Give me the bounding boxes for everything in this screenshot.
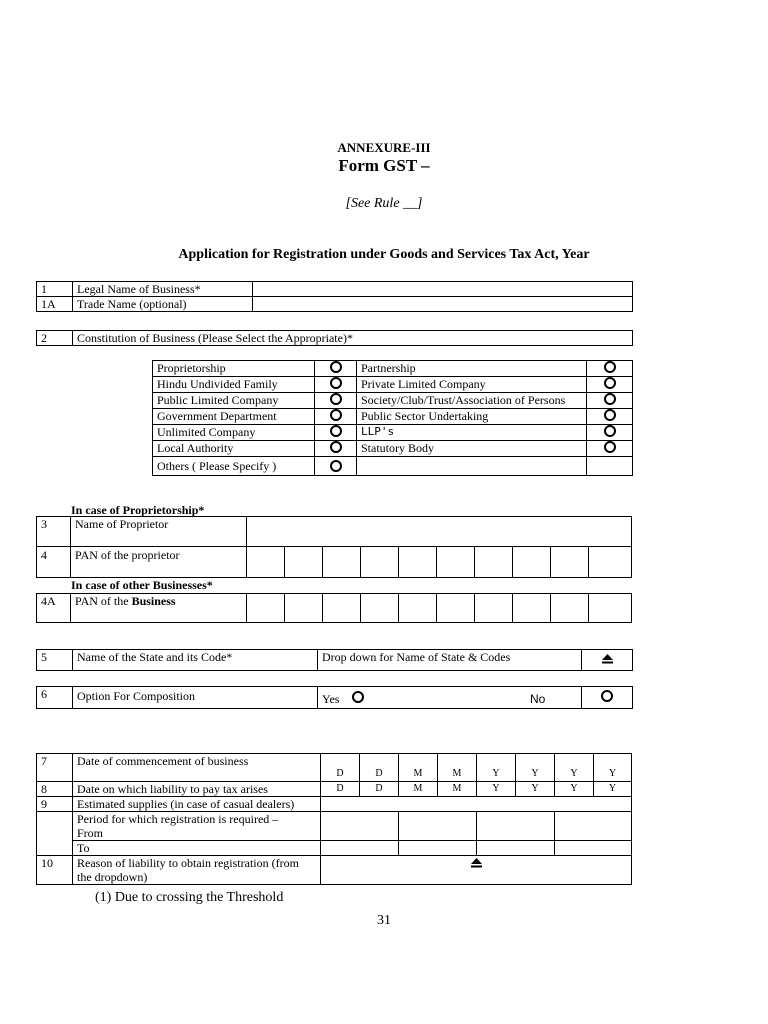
proprietor-name-field[interactable] xyxy=(247,517,632,547)
option-label: Statutory Body xyxy=(357,441,587,457)
row-number: 1A xyxy=(37,297,73,312)
option-label: Government Department xyxy=(153,409,315,425)
composition-options xyxy=(318,687,582,709)
date-format-y: Y xyxy=(608,768,617,779)
trade-name-label: Trade Name (optional) xyxy=(73,297,253,312)
pan-char-box[interactable] xyxy=(285,594,323,623)
from-date-field[interactable] xyxy=(321,812,399,841)
other-business-caption: In case of other Businesses* xyxy=(71,578,213,592)
reason-dropdown[interactable] xyxy=(321,856,632,885)
composition-yes-label: Yes xyxy=(322,692,340,706)
date-format-d: D xyxy=(336,768,344,779)
pan-char-box[interactable] xyxy=(437,547,475,578)
table-row xyxy=(153,361,633,377)
dropdown-eject-icon xyxy=(470,858,483,868)
period-label xyxy=(73,812,321,841)
row-number: 5 xyxy=(37,650,73,671)
option-label: Partnership xyxy=(357,361,587,377)
business-name-table xyxy=(36,281,633,312)
date-cell[interactable] xyxy=(360,754,399,782)
pan-char-box[interactable] xyxy=(589,594,632,623)
date-cell[interactable] xyxy=(555,782,594,797)
date-format-y: Y xyxy=(492,783,500,794)
constitution-label: Constitution of Business (Please Select the Appropriate)* xyxy=(73,331,633,346)
pan-char-box[interactable] xyxy=(589,547,632,578)
option-label: Society/Club/Trust/Association of Persons xyxy=(357,393,587,409)
date-format-y: Y xyxy=(570,783,578,794)
date-format-m: M xyxy=(452,783,462,794)
unlimited-radio[interactable] xyxy=(315,425,357,441)
date-format-y: Y xyxy=(531,768,539,779)
option-label: Hindu Undivided Family xyxy=(153,377,315,393)
table-row xyxy=(153,393,633,409)
date-cell[interactable] xyxy=(477,782,516,797)
others-specify-field[interactable] xyxy=(357,457,587,476)
table-row xyxy=(153,377,633,393)
date-cell[interactable] xyxy=(516,782,555,797)
threshold-footnote: (1) Due to crossing the Threshold xyxy=(95,890,284,905)
row-number: 8 xyxy=(37,782,73,797)
society-radio[interactable] xyxy=(587,393,633,409)
legal-name-field[interactable] xyxy=(253,282,633,297)
dropdown-eject-icon xyxy=(601,654,614,664)
to-date-field[interactable] xyxy=(399,841,477,856)
constitution-options-table xyxy=(152,360,633,476)
date-cell[interactable] xyxy=(438,754,477,782)
rule-reference: [See Rule __] xyxy=(345,196,423,211)
form-title: Form GST – xyxy=(338,156,430,175)
date-format-y: Y xyxy=(492,768,500,779)
table-row xyxy=(37,594,632,623)
business-pan-label xyxy=(71,594,247,623)
private-limited-radio[interactable] xyxy=(587,377,633,393)
radio-icon xyxy=(604,409,616,421)
from-date-field[interactable] xyxy=(555,812,632,841)
table-row xyxy=(153,409,633,425)
table-row xyxy=(37,797,632,812)
pan-char-box[interactable] xyxy=(399,594,437,623)
radio-icon xyxy=(604,361,616,373)
estimated-supplies-label: Estimated supplies (in case of casual dealers) xyxy=(73,797,321,812)
pan-char-box[interactable] xyxy=(247,547,285,578)
liability-date-label: Date on which liability to pay tax arises xyxy=(73,782,321,797)
row-number: 6 xyxy=(37,687,73,709)
empty-cell xyxy=(37,812,73,856)
date-cell[interactable] xyxy=(321,754,360,782)
to-date-field[interactable] xyxy=(555,841,632,856)
radio-icon xyxy=(604,393,616,405)
pan-char-box[interactable] xyxy=(323,594,361,623)
proprietorship-caption: In case of Proprietorship* xyxy=(71,503,205,517)
page-number: 31 xyxy=(377,913,391,928)
application-heading: Application for Registration under Goods and Services Tax Act, Year xyxy=(178,247,590,262)
state-table xyxy=(36,649,633,671)
row-number: 4 xyxy=(37,547,71,578)
statutory-body-radio[interactable] xyxy=(587,441,633,457)
period-label-text: Period for which registration is required – xyxy=(77,812,279,826)
date-format-m: M xyxy=(452,768,462,779)
date-format-y: Y xyxy=(531,783,539,794)
option-label: Proprietorship xyxy=(153,361,315,377)
annexure-title: ANNEXURE-III xyxy=(337,140,431,155)
table-row xyxy=(153,425,633,441)
option-label: Public Sector Undertaking xyxy=(357,409,587,425)
radio-icon xyxy=(604,377,616,389)
row-number: 7 xyxy=(37,754,73,782)
business-pan-table xyxy=(36,593,632,623)
reason-label-line1: Reason of liability to obtain registration (from xyxy=(77,856,299,870)
reason-label-line2: the dropdown) xyxy=(77,870,148,884)
government-radio[interactable] xyxy=(315,409,357,425)
from-label: From xyxy=(77,826,104,840)
radio-icon xyxy=(330,361,342,373)
reason-label xyxy=(73,856,321,885)
date-format-d: D xyxy=(336,783,344,794)
pan-char-box[interactable] xyxy=(551,547,589,578)
radio-icon xyxy=(330,409,342,421)
partnership-radio[interactable] xyxy=(587,361,633,377)
proprietor-name-label: Name of Proprietor xyxy=(71,517,247,547)
radio-icon xyxy=(604,441,616,453)
commencement-label: Date of commencement of business xyxy=(73,754,321,782)
pan-char-box[interactable] xyxy=(513,547,551,578)
psu-radio[interactable] xyxy=(587,409,633,425)
state-dropdown[interactable] xyxy=(582,650,633,671)
date-cell[interactable] xyxy=(399,754,438,782)
dates-table xyxy=(36,753,632,885)
option-label: Others ( Please Specify ) xyxy=(153,457,315,476)
to-label: To xyxy=(73,841,321,856)
date-cell[interactable] xyxy=(594,754,632,782)
business-pan-label-bold: Business xyxy=(131,594,176,608)
llp-radio[interactable] xyxy=(587,425,633,441)
to-date-field[interactable] xyxy=(477,841,555,856)
pan-char-box[interactable] xyxy=(361,547,399,578)
composition-label: Option For Composition xyxy=(73,687,318,709)
pan-char-box[interactable] xyxy=(475,594,513,623)
table-row xyxy=(37,754,632,782)
date-cell[interactable] xyxy=(477,754,516,782)
radio-icon xyxy=(330,425,342,437)
option-label: Public Limited Company xyxy=(153,393,315,409)
row-number: 9 xyxy=(37,797,73,812)
row-number: 4A xyxy=(37,594,71,623)
date-format-m: M xyxy=(413,783,423,794)
pan-char-box[interactable] xyxy=(475,547,513,578)
business-pan-label-prefix: PAN of the xyxy=(75,594,132,608)
row-number: 2 xyxy=(37,331,73,346)
pan-char-box[interactable] xyxy=(285,547,323,578)
row-number: 10 xyxy=(37,856,73,885)
estimated-supplies-field[interactable] xyxy=(321,797,632,812)
option-label: Local Authority xyxy=(153,441,315,457)
date-cell[interactable] xyxy=(399,782,438,797)
radio-icon xyxy=(604,425,616,437)
public-limited-radio[interactable] xyxy=(315,393,357,409)
pan-char-box[interactable] xyxy=(437,594,475,623)
radio-icon xyxy=(330,460,342,472)
date-format-y: Y xyxy=(570,768,578,779)
composition-no-label: No xyxy=(530,692,546,706)
date-cell[interactable] xyxy=(438,782,477,797)
option-label: Private Limited Company xyxy=(357,377,587,393)
pan-char-box[interactable] xyxy=(323,547,361,578)
pan-char-box[interactable] xyxy=(551,594,589,623)
table-row xyxy=(37,782,632,797)
date-format-d: D xyxy=(375,768,383,779)
table-row xyxy=(37,517,632,547)
pan-char-box[interactable] xyxy=(399,547,437,578)
from-date-field[interactable] xyxy=(477,812,555,841)
row-number: 3 xyxy=(37,517,71,547)
others-radio[interactable] xyxy=(315,457,357,476)
date-format-y: Y xyxy=(608,783,617,794)
pan-char-box[interactable] xyxy=(513,594,551,623)
radio-icon xyxy=(330,377,342,389)
option-label: LLP's xyxy=(357,425,587,441)
radio-icon xyxy=(330,441,342,453)
table-row xyxy=(37,856,632,885)
proprietor-pan-label: PAN of the proprietor xyxy=(71,547,247,578)
composition-yes-radio[interactable] xyxy=(352,691,364,703)
date-cell[interactable] xyxy=(555,754,594,782)
trade-name-field[interactable] xyxy=(253,297,633,312)
table-row xyxy=(37,297,633,312)
date-cell[interactable] xyxy=(321,782,360,797)
state-dropdown-label: Drop down for Name of State & Codes xyxy=(318,650,582,671)
to-date-field[interactable] xyxy=(321,841,399,856)
radio-icon xyxy=(330,393,342,405)
pan-char-box[interactable] xyxy=(247,594,285,623)
date-format-m: M xyxy=(413,768,423,779)
composition-no-radio-cell[interactable] xyxy=(582,687,633,709)
empty-cell xyxy=(587,457,633,476)
local-authority-radio[interactable] xyxy=(315,441,357,457)
date-cell[interactable] xyxy=(594,782,632,797)
composition-no-radio[interactable] xyxy=(601,690,613,702)
table-row xyxy=(153,441,633,457)
table-row xyxy=(153,457,633,476)
date-cell[interactable] xyxy=(360,782,399,797)
row-number: 1 xyxy=(37,282,73,297)
state-label: Name of the State and its Code* xyxy=(73,650,318,671)
date-format-d: D xyxy=(375,783,383,794)
proprietorship-radio[interactable] xyxy=(315,361,357,377)
table-row xyxy=(37,282,633,297)
pan-char-box[interactable] xyxy=(361,594,399,623)
option-label: Unlimited Company xyxy=(153,425,315,441)
date-cell[interactable] xyxy=(516,754,555,782)
table-row xyxy=(37,547,632,578)
table-row xyxy=(37,812,632,841)
from-date-field[interactable] xyxy=(399,812,477,841)
legal-name-label: Legal Name of Business* xyxy=(73,282,253,297)
composition-table xyxy=(36,686,633,709)
table-row xyxy=(37,841,632,856)
huf-radio[interactable] xyxy=(315,377,357,393)
proprietor-table xyxy=(36,516,632,578)
constitution-header-table xyxy=(36,330,633,346)
